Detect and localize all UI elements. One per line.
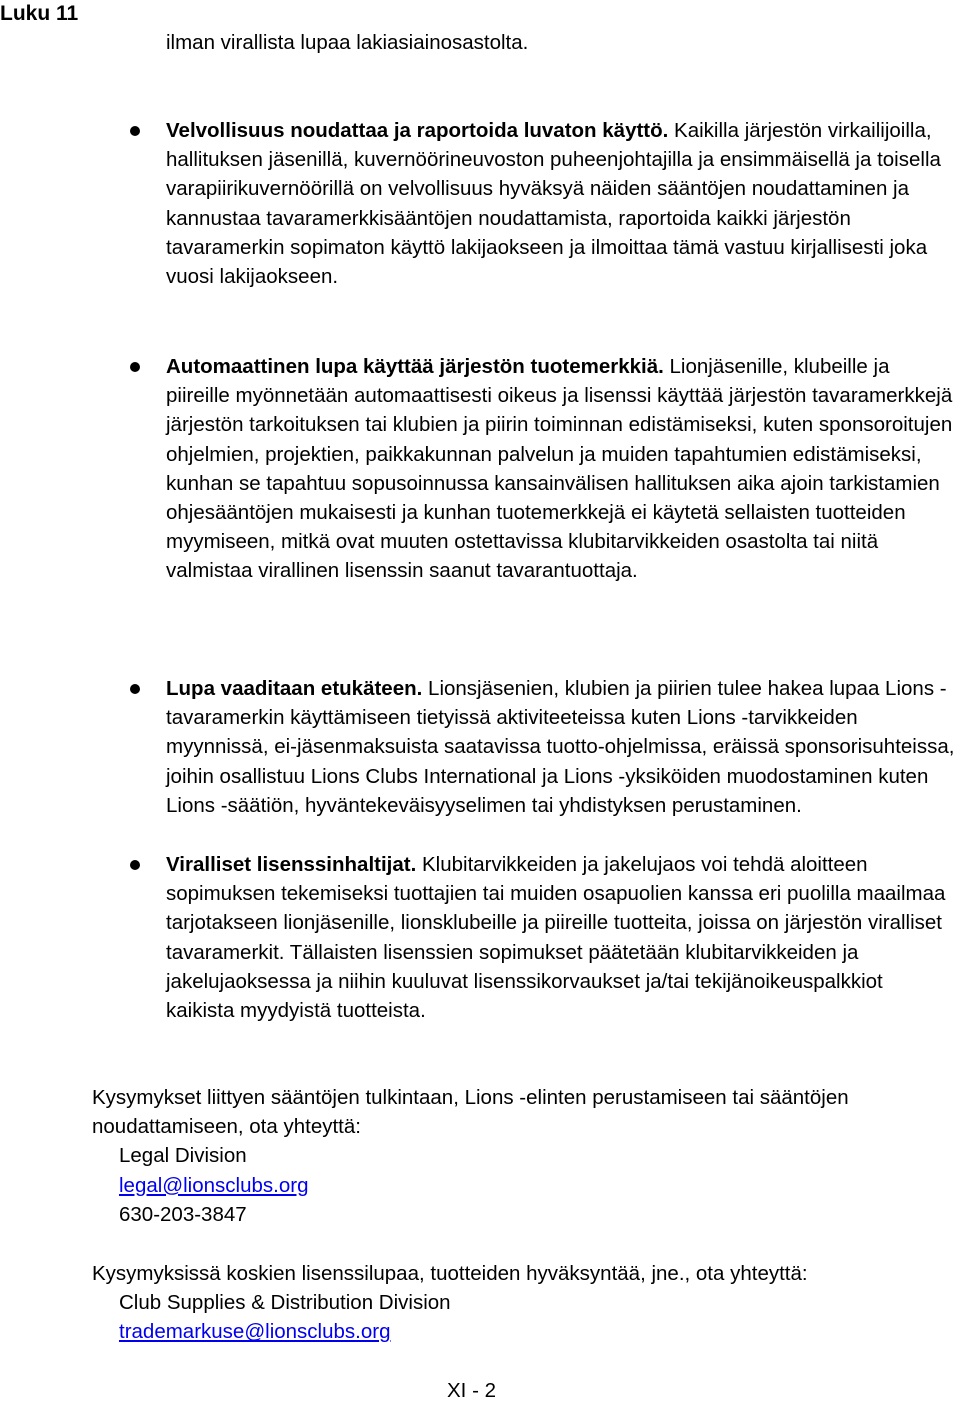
- contact-division: Legal Division: [119, 1144, 247, 1168]
- email-link[interactable]: legal@lionsclubs.org: [119, 1173, 309, 1197]
- section-heading: Lupa vaaditaan etukäteen.: [166, 677, 423, 700]
- contact-supplies: [92, 1259, 958, 1347]
- section-body: Kaikilla järjestön virkailijoilla, hallituksen jäsenillä, kuvernöörineuvoston puheenjohtajilla ja ensimmäisellä ja toisella varapiirikuvernöörillä on velvollisuus hyväksyä näiden sääntöjen noudattaminen ja kannustaa tavaramerkkisääntöjen noudattamista, raportoida kaikki järjestön tavaramerkin sopimaton käyttö lakijaokseen ja ilmoittaa tämä vastuu kirjallisesti joka vuosi lakijaokseen.: [166, 119, 941, 289]
- email-link[interactable]: trademarkuse@lionsclubs.org: [119, 1320, 391, 1344]
- section-heading: Viralliset lisenssinhaltijat.: [166, 853, 417, 876]
- bullet-marker: [130, 126, 140, 136]
- intro-text: ilman virallista lupaa lakiasiainosastolta.: [166, 31, 529, 54]
- bullet-marker: [130, 860, 140, 870]
- contact-legal: [92, 1083, 958, 1229]
- bullet-marker: [130, 684, 140, 694]
- section-body: Klubitarvikkeiden ja jakelujaos voi tehdä aloitteen sopimuksen tekemiseksi tuottajien tai muiden osapuolien kanssa eri puolilla maailmaa tarjotakseen lionjäsenille, lionsklubeille ja piireille tuotteita, joissa on järjestön viralliset tavaramerkit. Tällaisten lisenssien sopimukset päätetään klubitarvikkeiden ja jakelujaoksessa ja niihin kuuluvat lisenssikorvaukset ja/tai tekijänoikeuspalkkiot kaikista myydyistä tuotteista.: [166, 853, 946, 1023]
- contact-question: Kysymykset liittyen sääntöjen tulkintaan, Lions -elinten perustamiseen tai sääntöjen noudattamiseen, ota yhteyttä:: [92, 1086, 849, 1139]
- section-official-licensees: [166, 850, 956, 1025]
- section-automatic-license: [166, 352, 956, 586]
- section-body: Lionjäsenille, klubeille ja piireille myönnetään automaattisesti oikeus ja lisenssi käyttää järjestön tavaramerkkejä järjestön tarkoituksen tai klubien ja piirin toiminnan edistämiseksi, kuten sponsoroitujen ohjelmien, projektien, paikkakunnan palvelun ja muiden tapahtumien edistämiseksi, kunhan se tapahtuu sopusoinnussa kansainvälisen hallituksen aika ajoin tarkistamien ohjesääntöjen mukaisesti ja kunhan tuotemerkkejä ei käytetä sellaisten tuotteiden myymiseen, mitkä ovat muuten ostettavissa klubitarvikkeiden osastolta tai niitä valmistaa virallinen lisenssin saanut tavarantuottaja.: [166, 355, 953, 583]
- chapter-title: Luku 11: [0, 2, 79, 25]
- section-obligation-report: [166, 116, 956, 291]
- section-body: Lionsjäsenien, klubien ja piirien tulee hakea lupaa Lions -tavaramerkin käyttämiseen tietyissä aktiviteeteissa kuten Lions -tarvikkeiden myynnissä, ei-jäsenmaksuista saatavissa tuotto-ohjelmissa, eräissä sponsorisuhteissa, joihin osallistuu Lions Clubs International ja Lions -yksiköiden muodostaminen kuten Lions -säätiön, hyväntekeväisyyselimen tai yhdistyksen perustaminen.: [166, 677, 955, 817]
- section-heading: Automaattinen lupa käyttää järjestön tuotemerkkiä.: [166, 355, 664, 378]
- contact-division: Club Supplies & Distribution Division: [119, 1291, 451, 1315]
- section-permission-required: [166, 674, 956, 820]
- bullet-marker: [130, 362, 140, 372]
- section-heading: Velvollisuus noudattaa ja raportoida luvaton käyttö.: [166, 119, 669, 142]
- contact-phone: 630-203-3847: [119, 1202, 247, 1226]
- contact-question: Kysymyksissä koskien lisenssilupaa, tuotteiden hyväksyntää, jne., ota yhteyttä:: [92, 1262, 808, 1285]
- page-number: XI - 2: [447, 1379, 496, 1402]
